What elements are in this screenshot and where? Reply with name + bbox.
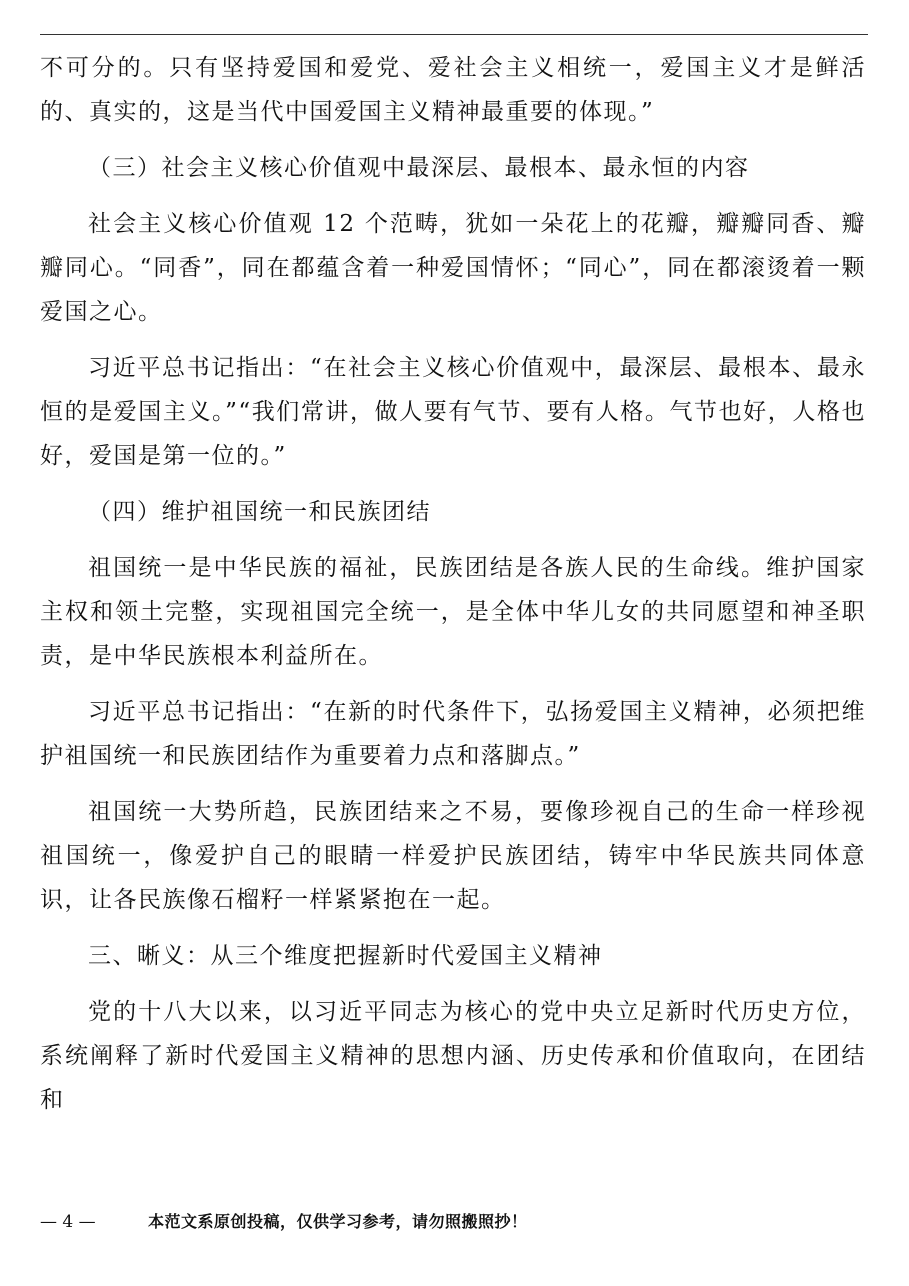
header-rule [40,34,868,35]
paragraph: 祖国统一是中华民族的福祉，民族团结是各族人民的生命线。维护国家主权和领土完整，实现祖国完全统一，是全体中华儿女的共同愿望和神圣职责，是中华民族根本利益所在。 [40,555,866,669]
section-heading-3: （三）社会主义核心价值观中最深层、最根本、最永恒的内容 [88,155,750,181]
page-number: — 4 — [40,1212,96,1232]
section-heading-4: （四）维护祖国统一和民族团结 [88,499,431,525]
paragraph: 习近平总书记指出：“在社会主义核心价值观中，最深层、最根本、最永恒的是爱国主义。”“我们常讲，做人要有气节、要有人格。气节也好，人格也好，爱国是第一位的。” [40,355,866,469]
paragraph: 党的十八大以来，以习近平同志为核心的党中央立足新时代历史方位，系统阐释了新时代爱国主义精神的思想内涵、历史传承和价值取向，在团结和 [40,999,866,1113]
paragraph: 社会主义核心价值观 12 个范畴，犹如一朵花上的花瓣，瓣瓣同香、瓣瓣同心。“同香”，同在都蕴含着一种爱国情怀；“同心”，同在都滚烫着一颗爱国之心。 [40,211,866,325]
paragraph-continued: 不可分的。只有坚持爱国和爱党、爱社会主义相统一，爱国主义才是鲜活的、真实的，这是当代中国爱国主义精神最重要的体现。” [40,55,866,125]
chapter-heading-3: 三、晰义：从三个维度把握新时代爱国主义精神 [88,943,603,969]
paragraph: 习近平总书记指出：“在新的时代条件下，弘扬爱国主义精神，必须把维护祖国统一和民族团结作为重要着力点和落脚点。” [40,699,866,769]
document-body [40,46,866,1134]
paragraph: 祖国统一大势所趋，民族团结来之不易，要像珍视自己的生命一样珍视祖国统一，像爱护自己的眼睛一样爱护民族团结，铸牢中华民族共同体意识，让各民族像石榴籽一样紧紧抱在一起。 [40,799,866,913]
footer-disclaimer: 本范文系原创投稿，仅供学习参考，请勿照搬照抄！ [148,1212,528,1231]
